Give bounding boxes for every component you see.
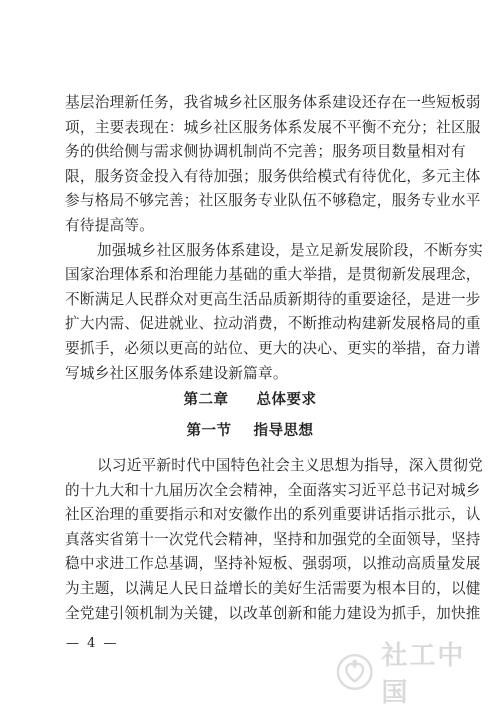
section-number: 第一节 [186, 423, 232, 439]
text-line: 以习近平新时代中国特色社会主义思想为指导，深入贯彻党 [97, 457, 483, 474]
watermark [336, 641, 486, 708]
text-line: 为主题，以满足人民日益增长的美好生活需要为根本目的，以健 [65, 579, 481, 597]
text-line: 有待提高等。 [65, 216, 155, 234]
section-heading [0, 419, 500, 440]
watermark-text: 社工中国 [381, 641, 466, 708]
text-line: 稳中求进工作总基调，坚持补短板、强弱项，以推动高质量发展 [65, 555, 481, 573]
text-line: 写城乡社区服务体系建设新篇章。 [65, 364, 288, 382]
text-line: 限，服务资金投入有待加强；服务供给模式有待优化，多元主体 [65, 167, 481, 185]
chapter-title: 总体要求 [256, 392, 317, 408]
text-line: 的十九大和十九届历次全会精神，全面落实习近平总书记对城乡 [65, 481, 481, 499]
heart-logo-icon [336, 652, 373, 692]
chapter-heading [0, 388, 500, 409]
paragraph-1 [65, 91, 481, 239]
section-title: 指导思想 [253, 423, 314, 439]
chapter-number: 第二章 [183, 392, 229, 408]
text-line: 全党建引领机制为关键，以改革创新和能力建设为抓手，加快推 [65, 604, 481, 622]
body-text-bottom [65, 454, 483, 626]
text-line: 基层治理新任务，我省城乡社区服务体系建设还存在一些短板弱 [65, 94, 481, 111]
text-line: 项，主要表现在：城乡社区服务体系发展不平衡不充分；社区服 [65, 118, 481, 136]
page-number: — 4 — [66, 636, 119, 651]
text-line: 加强城乡社区服务体系建设，是立足新发展阶段，不断夯实 [97, 241, 483, 259]
text-line: 务的供给侧与需求侧协调机制尚不完善；服务项目数量相对有 [65, 143, 466, 161]
text-line: 不断满足人民群众对更高生活品质新期待的重要途径，是进一步 [65, 290, 481, 308]
body-text-top [65, 91, 483, 386]
text-line: 扩大内需、促进就业、拉动消费，不断推动构建新发展格局的重 [65, 315, 481, 333]
text-line: 真落实省第十一次党代会精神，坚持和加强党的全面领导，坚持 [65, 530, 481, 548]
text-line: 参与格局不够完善；社区服务专业队伍不够稳定，服务专业水平 [65, 192, 481, 210]
text-line: 社区治理的重要指示和对安徽作出的系列重要讲话指示批示，认 [65, 506, 481, 524]
text-line: 要抓手，必须以更高的站位、更大的决心、更实的举措，奋力谱 [65, 339, 481, 357]
text-line: 国家治理体系和治理能力基础的重大举措，是贯彻新发展理念， [65, 266, 481, 284]
paragraph-3 [65, 454, 483, 626]
paragraph-2 [65, 239, 483, 387]
